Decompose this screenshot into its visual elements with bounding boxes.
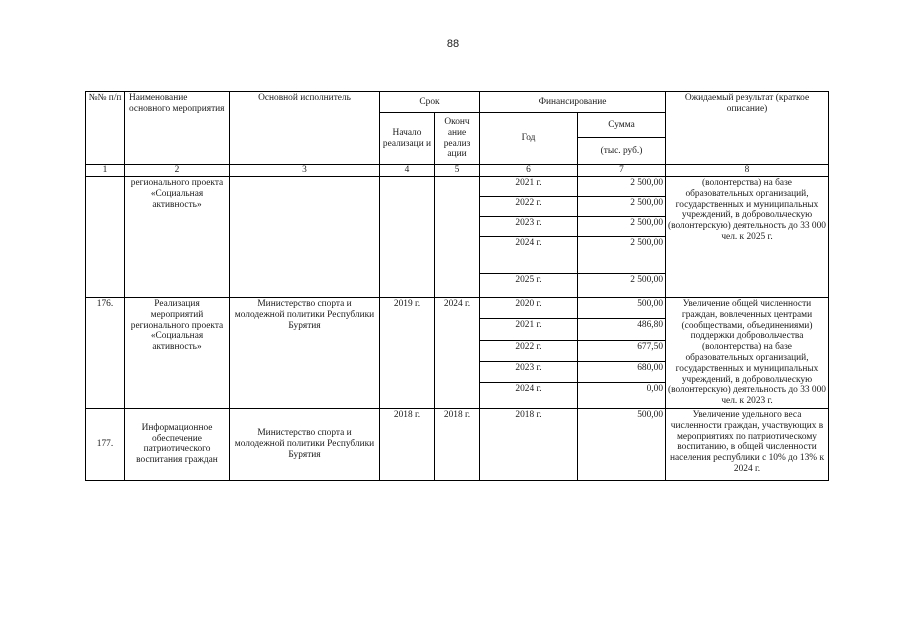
fin-sum: 500,00 — [578, 298, 666, 319]
header-executor: Основной исполнитель — [230, 92, 380, 165]
row-num — [86, 177, 125, 298]
fin-sum: 486,80 — [578, 319, 666, 340]
table-header-row — [86, 92, 829, 113]
column-number: 1 — [86, 165, 125, 177]
fin-year: 2022 г. — [480, 197, 578, 217]
fin-year: 2025 г. — [480, 274, 578, 298]
column-number: 8 — [666, 165, 829, 177]
header-year: Год — [480, 113, 578, 165]
fin-sum: 2 500,00 — [578, 197, 666, 217]
header-start: Начало реализаци и — [380, 113, 435, 165]
header-result: Ожидаемый результат (краткое описание) — [666, 92, 829, 165]
fin-year: 2018 г. — [480, 408, 578, 480]
fin-year: 2021 г. — [480, 177, 578, 197]
fin-year: 2020 г. — [480, 298, 578, 319]
row-end: 2018 г. — [435, 408, 480, 480]
row-start: 2019 г. — [380, 298, 435, 409]
fin-sum: 2 500,00 — [578, 237, 666, 274]
row-start: 2018 г. — [380, 408, 435, 480]
row-end: 2024 г. — [435, 298, 480, 409]
row-name: Реализация мероприятий регионального проекта «Социальная активность» — [125, 298, 230, 409]
fin-sum: 2 500,00 — [578, 274, 666, 298]
row-name: Информационное обеспечение патриотического воспитания граждан — [125, 408, 230, 480]
fin-year: 2022 г. — [480, 340, 578, 361]
column-number-row — [86, 165, 829, 177]
table-row — [86, 298, 829, 319]
fin-sum: 2 500,00 — [578, 177, 666, 197]
column-number: 7 — [578, 165, 666, 177]
row-result: (волонтерства) на базе образовательных организаций, государственных и муниципальных учреждений, в добровольческую (волонтерскую) деятельность до 33 000 чел. к 2025 г. — [666, 177, 829, 298]
fin-sum: 680,00 — [578, 361, 666, 382]
row-executor: Министерство спорта и молодежной политики Республики Бурятия — [230, 408, 380, 480]
fin-year: 2023 г. — [480, 217, 578, 237]
header-financing: Финансирование — [480, 92, 666, 113]
header-sum: Сумма — [578, 113, 666, 138]
header-unit: (тыс. руб.) — [578, 138, 666, 165]
header-name: Наименование основного мероприятия — [125, 92, 230, 165]
fin-sum: 0,00 — [578, 383, 666, 409]
table-row — [86, 408, 829, 480]
page-number: 88 — [446, 38, 460, 50]
fin-sum: 500,00 — [578, 408, 666, 480]
row-result: Увеличение удельного веса численности граждан, участвующих в мероприятиях по патриотическому воспитанию, в общей численности населения республики с 10% до 13% к 2024 г. — [666, 408, 829, 480]
row-start — [380, 177, 435, 298]
row-name: регионального проекта «Социальная активность» — [125, 177, 230, 298]
column-number: 4 — [380, 165, 435, 177]
fin-sum: 2 500,00 — [578, 217, 666, 237]
fin-year: 2023 г. — [480, 361, 578, 382]
row-executor: Министерство спорта и молодежной политики Республики Бурятия — [230, 298, 380, 409]
fin-sum: 677,50 — [578, 340, 666, 361]
column-number: 2 — [125, 165, 230, 177]
row-end — [435, 177, 480, 298]
fin-year: 2024 г. — [480, 237, 578, 274]
column-number: 6 — [480, 165, 578, 177]
measures-table — [85, 91, 829, 481]
fin-year: 2024 г. — [480, 383, 578, 409]
header-num: №№ п/п — [86, 92, 125, 165]
header-end: Оконч ание реализ ации — [435, 113, 480, 165]
fin-year: 2021 г. — [480, 319, 578, 340]
row-num: 177. — [86, 408, 125, 480]
table-row — [86, 177, 829, 197]
row-executor — [230, 177, 380, 298]
row-result: Увеличение общей численности граждан, вовлеченных центрами (сообществами, объединениями) поддержки добровольчества (волонтерства) на базе образовательных организаций, государственных и муниципальных учреждений, в добровольческую (волонтерскую) деятельность до 33 000 чел. к 2023 г. — [666, 298, 829, 409]
column-number: 5 — [435, 165, 480, 177]
column-number: 3 — [230, 165, 380, 177]
row-num: 176. — [86, 298, 125, 409]
header-term: Срок — [380, 92, 480, 113]
